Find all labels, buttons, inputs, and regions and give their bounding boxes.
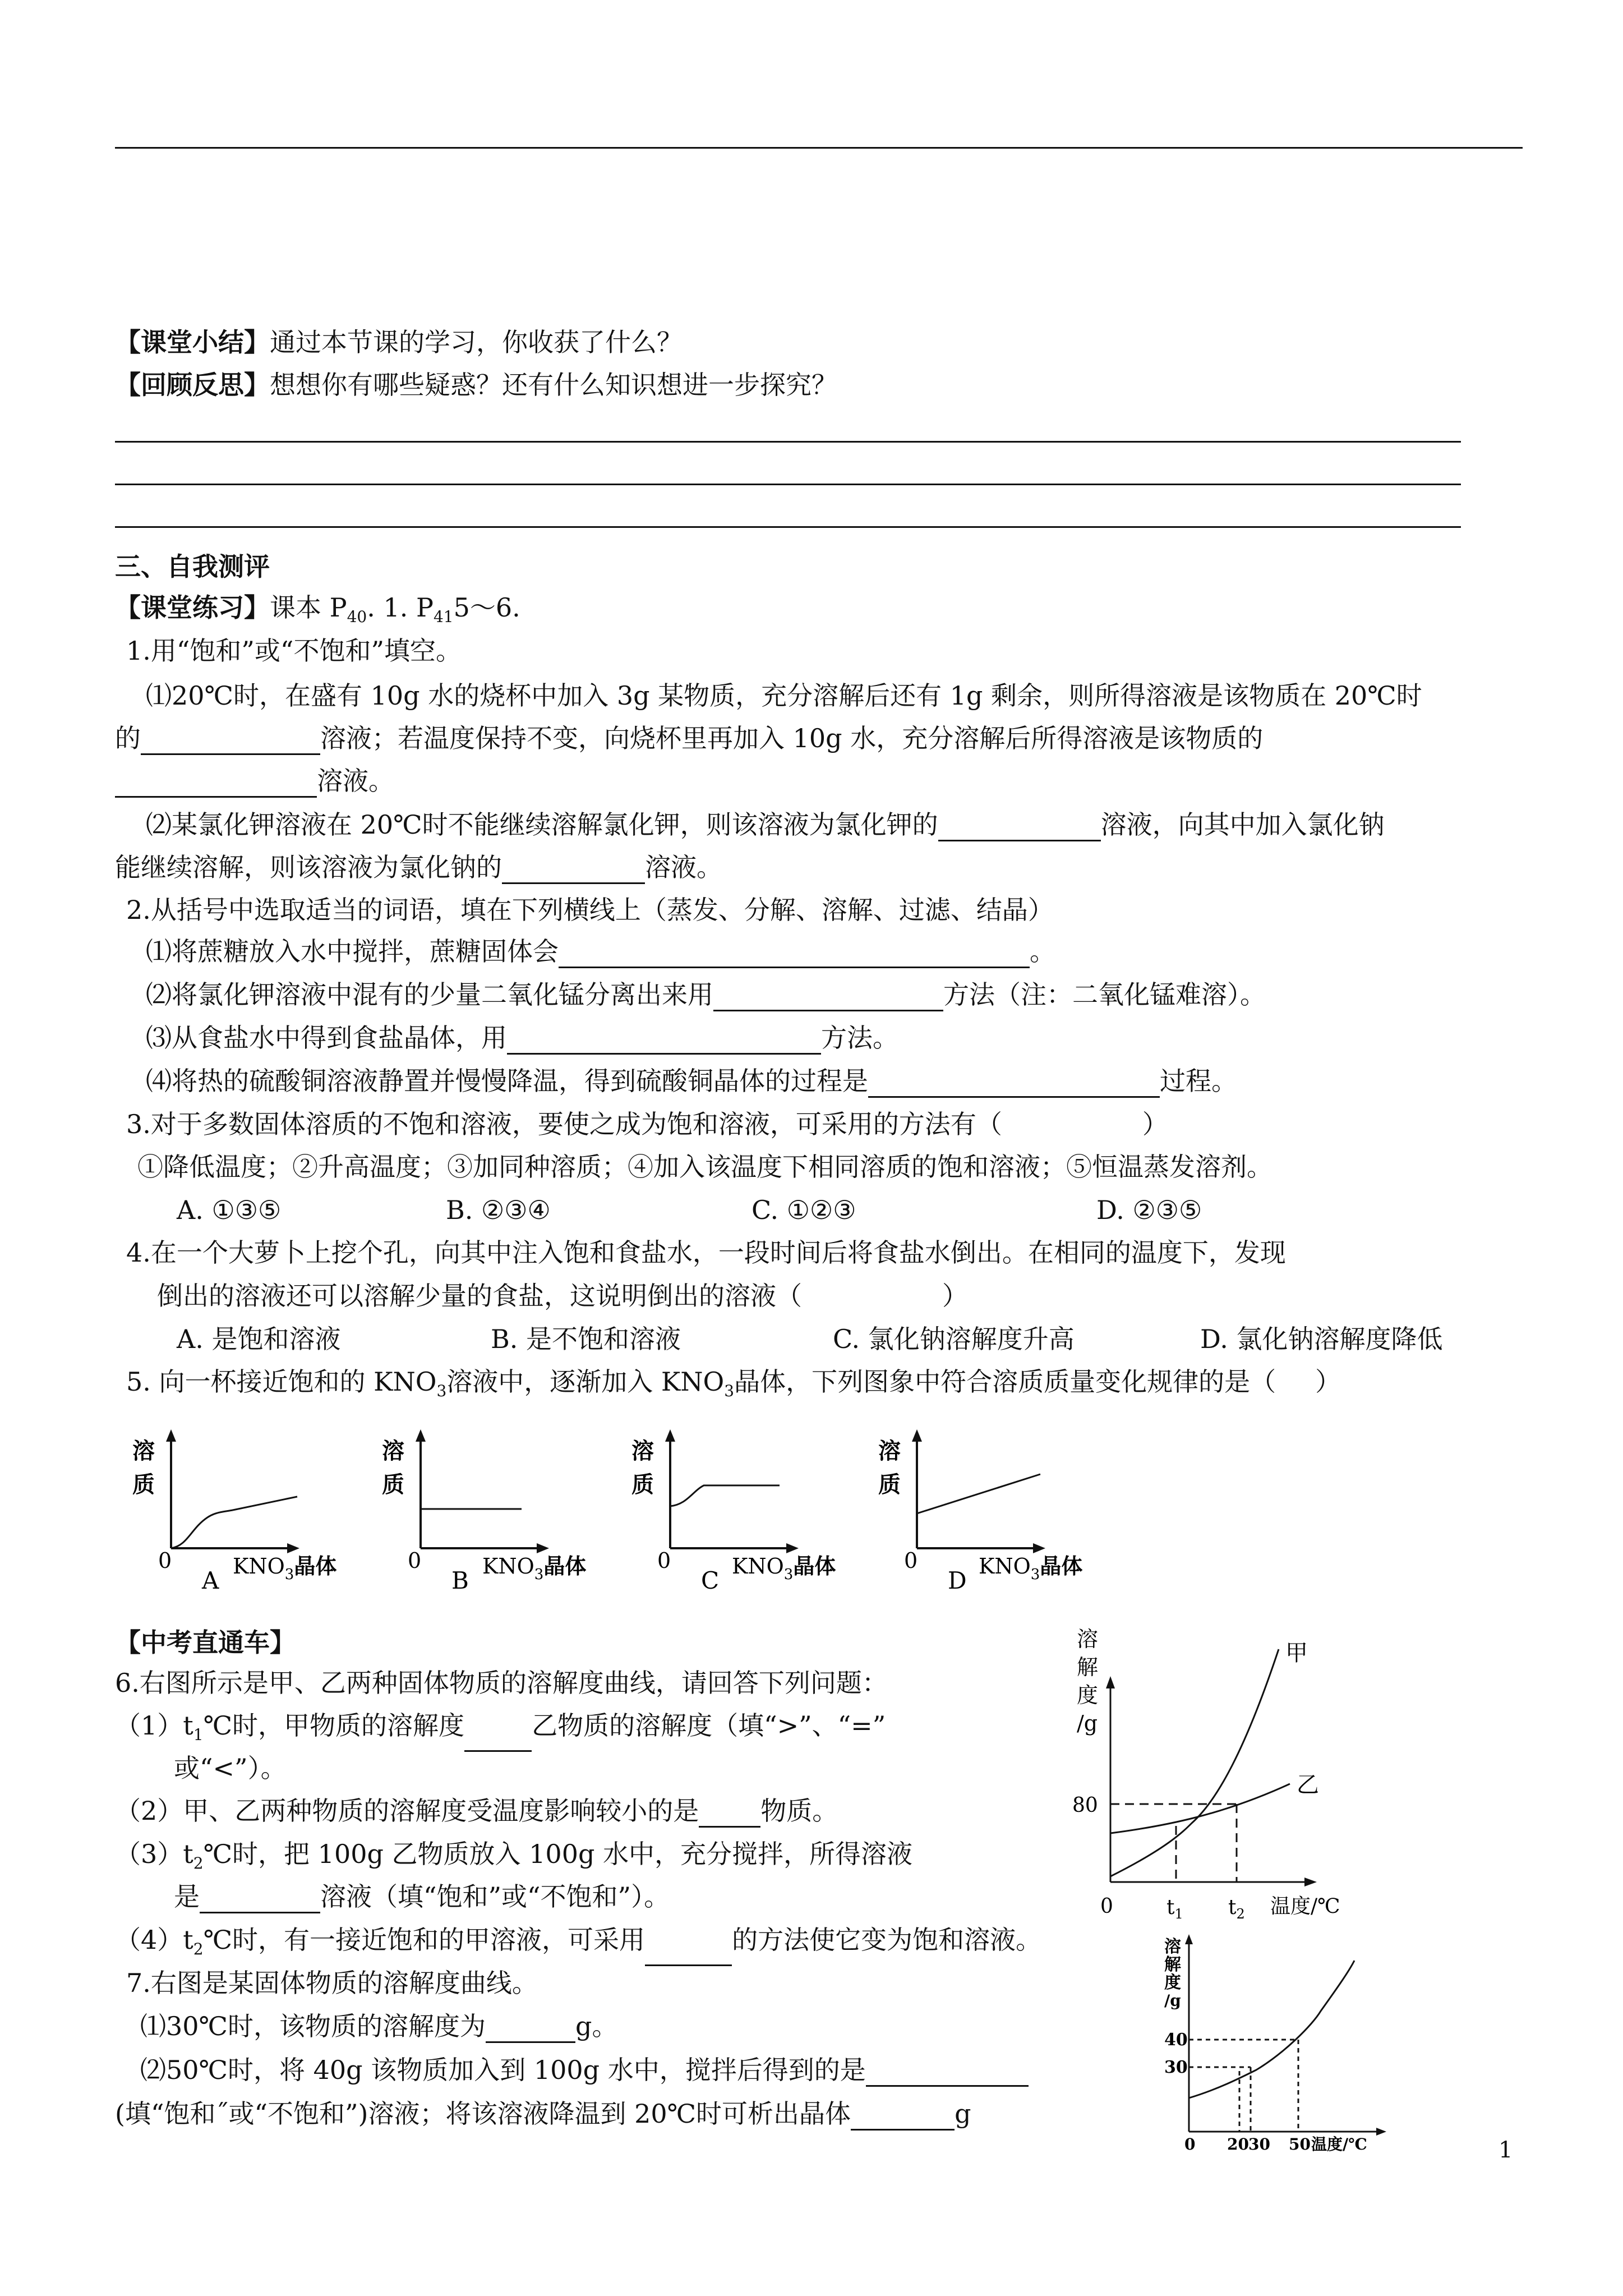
section-title: 三、自我测评	[115, 551, 270, 582]
summary-line	[115, 325, 683, 359]
q5-b-letter: B	[451, 1567, 469, 1594]
q5-c-letter: C	[701, 1567, 720, 1594]
q2-blank-4[interactable]	[868, 1070, 1160, 1098]
q6-p1-sub: 1	[193, 1726, 204, 1744]
practice-text-2: . 1. P	[367, 592, 434, 623]
q5-text-4: ）	[1315, 1366, 1341, 1397]
practice-text-1: 课本 P	[270, 592, 347, 623]
q6-graph-tick-80: 80	[1072, 1794, 1098, 1817]
q3-items: ①降低温度；②升高温度；③加同种溶质；④加入该温度下相同溶质的饱和溶液；⑤恒温蒸发溶剂。	[137, 1152, 1272, 1182]
q6-blank-1[interactable]	[464, 1724, 532, 1752]
q1-p1b-pre: 的	[115, 723, 141, 753]
q4-stem-1: 4.在一个大萝卜上挖个孔，向其中注入饱和食盐水，一段时间后将食盐水倒出。在相同的温度下，发现	[126, 1237, 1286, 1268]
q6-p3-c: 是	[174, 1881, 200, 1912]
q7-blank-3[interactable]	[851, 2103, 955, 2131]
q2-p4	[146, 1064, 1237, 1098]
q2-blank-2[interactable]	[713, 984, 943, 1011]
page-number: 1	[1498, 2137, 1513, 2163]
q6-p4-sub: 2	[193, 1940, 204, 1958]
q6-stem: 6.右图所示是甲、乙两种固体物质的溶解度曲线，请回答下列问题：	[115, 1668, 888, 1698]
q3-option-b[interactable]: B. ②③④	[446, 1195, 551, 1225]
q3-stem	[126, 1107, 1168, 1141]
q6-graph-label-yi: 乙	[1297, 1772, 1319, 1798]
q4-option-a[interactable]: A. 是饱和溶液	[177, 1324, 341, 1354]
q5-d-xlabel: $KNO_3$晶体	[979, 1553, 1083, 1583]
q2-blank-3[interactable]	[507, 1027, 821, 1055]
q5-d-letter: D	[948, 1567, 967, 1594]
q1-p2b	[115, 850, 722, 884]
q5-a-letter: A	[202, 1567, 219, 1594]
q5-d-origin: 0	[904, 1548, 918, 1573]
q7-p3-b: g	[955, 2099, 971, 2129]
q1-blank-4[interactable]	[502, 857, 645, 884]
q6-p1	[115, 1709, 886, 1752]
q7-graph-yarrow-icon	[1185, 1934, 1193, 1944]
q5-sub-1: 3	[436, 1382, 447, 1400]
q4-stem-2	[157, 1279, 968, 1313]
q7-graph-tick-30: 30	[1164, 2058, 1188, 2077]
q5-b-ylabel-1: 溶	[382, 1438, 404, 1464]
q3-stem-text: 3.对于多数固体溶质的不饱和溶液，要使之成为饱和溶液，可采用的方法有（	[126, 1109, 1002, 1139]
q5-a-origin: 0	[158, 1548, 172, 1573]
q7-graph-ylabel-3: 度	[1164, 1973, 1181, 1993]
q2-p2	[146, 978, 1266, 1011]
q5-a-ylabel-2: 质	[132, 1471, 155, 1498]
q7-blank-2[interactable]	[866, 2059, 1029, 2087]
q6-p1-c: 乙物质的溶解度（填“>”、“=”	[532, 1710, 886, 1741]
q6-blank-3[interactable]	[200, 1886, 320, 1913]
q2-p2-pre: ⑵将氯化钾溶液中混有的少量二氧化锰分离出来用	[146, 979, 713, 1010]
q5-text-3: 晶体，下列图象中符合溶质质量变化规律的是（	[734, 1366, 1276, 1397]
q7-graph-ylabel-1: 溶	[1164, 1937, 1181, 1957]
q2-p4-post: 过程。	[1160, 1066, 1237, 1096]
q7-graph-xarrow-icon	[1376, 2128, 1386, 2136]
q6-blank-2[interactable]	[699, 1800, 760, 1828]
q3-stem-end: ）	[1142, 1109, 1168, 1139]
q1-blank-3[interactable]	[938, 814, 1101, 841]
q7-p3-a: (填“饱和˝或“不饱和”)溶液；将该溶液降温到 20℃时可析出晶体	[115, 2099, 851, 2129]
q6-graph-curve-jia	[1110, 1649, 1279, 1876]
q6-p3-a: （3）t	[115, 1839, 193, 1869]
q6-p4-c: 的方法使它变为饱和溶液。	[732, 1925, 1042, 1955]
q7-p1-b: g。	[575, 2011, 618, 2041]
q4-stem-2-text: 倒出的溶液还可以溶解少量的食盐，这说明倒出的溶液（	[157, 1281, 802, 1311]
q6-p2	[115, 1794, 838, 1828]
q5-a-xlabel: $KNO_3$晶体	[233, 1553, 337, 1583]
practice-sub-2: 41	[433, 608, 454, 626]
q5-graphs	[112, 1425, 1133, 1599]
reflect-line	[115, 368, 837, 402]
q3-option-a[interactable]: A. ①③⑤	[177, 1195, 282, 1225]
q6-solubility-graph	[1054, 1621, 1380, 1924]
q7-p1	[140, 2009, 617, 2043]
q5-d-yarrow-icon	[912, 1429, 922, 1442]
q2-p3-post: 方法。	[821, 1023, 898, 1053]
q7-stem: 7.右图是某固体物质的溶解度曲线。	[126, 1968, 538, 1998]
q5-d-curve	[917, 1474, 1040, 1513]
q5-c-ylabel-1: 溶	[631, 1438, 654, 1464]
q5-b-xlabel: $KNO_3$晶体	[482, 1553, 587, 1583]
q7-graph-x-20: 20	[1227, 2135, 1249, 2154]
answer-rule-1	[115, 441, 1461, 443]
q6-graph-t1: $t_1$	[1166, 1896, 1183, 1922]
q5-b-origin: 0	[408, 1548, 422, 1573]
answer-rule-2	[115, 484, 1461, 485]
q6-graph-label-jia: 甲	[1285, 1640, 1308, 1666]
q6-p3-line2	[174, 1880, 670, 1913]
reflect-text: 想想你有哪些疑惑？还有什么知识想进一步探究？	[270, 370, 837, 400]
q5-c-xarrow-icon	[786, 1543, 799, 1553]
q1-p2a-pre: ⑵某氯化钾溶液在 20℃时不能继续溶解氯化钾，则该溶液为氯化钾的	[146, 809, 938, 840]
zhongkao-label: 【中考直通车】	[115, 1627, 296, 1658]
q6-p3	[115, 1837, 912, 1880]
q6-p3-b: ℃时，把 100g 乙物质放入 100g 水中，充分搅拌，所得溶液	[203, 1839, 913, 1869]
q2-p1-pre: ⑴将蔗糖放入水中搅拌，蔗糖固体会	[146, 936, 559, 967]
q6-graph-yarrow-icon	[1106, 1676, 1115, 1688]
q1-blank-2[interactable]	[115, 770, 317, 798]
q5-sub-2: 3	[724, 1382, 735, 1400]
q2-p3	[146, 1021, 898, 1055]
q3-option-d[interactable]: D. ②③⑤	[1096, 1195, 1202, 1225]
q2-p2-post: 方法（注：二氧化锰难溶）。	[943, 979, 1266, 1010]
q7-p3	[115, 2097, 971, 2131]
q2-p1-post: 。	[1030, 936, 1055, 967]
q6-graph-origin: 0	[1100, 1895, 1113, 1918]
summary-text: 通过本节课的学习，你收获了什么？	[270, 327, 683, 357]
q6-p4-a: （4）t	[115, 1925, 193, 1955]
q4-option-d[interactable]: D. 氯化钠溶解度降低	[1200, 1324, 1443, 1354]
q1-p1b-mid: 溶液；若温度保持不变，向烧杯里再加入 10g 水，充分溶解后所得溶液是该物质的	[320, 723, 1264, 753]
q1-p1c	[115, 764, 394, 798]
q1-p2a	[146, 808, 1385, 841]
q5-a-curve	[171, 1497, 297, 1548]
q1-stem: 1.用“饱和”或“不饱和”填空。	[126, 636, 462, 666]
q6-graph-xarrow-icon	[1304, 1878, 1317, 1887]
q7-graph-x-50: 50	[1289, 2135, 1311, 2154]
q2-p4-pre: ⑷将热的硫酸铜溶液静置并慢慢降温，得到硫酸铜晶体的过程是	[146, 1066, 868, 1096]
q1-p1a: ⑴20℃时，在盛有 10g 水的烧杯中加入 3g 某物质，充分溶解后还有 1g 剩余，则所得溶液是该物质在 20℃时	[146, 680, 1422, 711]
summary-label: 【课堂小结】	[115, 327, 270, 357]
q7-p2-a: ⑵50℃时，将 40g 该物质加入到 100g 水中，搅拌后得到的是	[140, 2055, 866, 2085]
q5-b-xarrow-icon	[537, 1543, 549, 1553]
q5-c-curve	[670, 1485, 780, 1506]
q5-stem	[126, 1365, 1341, 1408]
q6-p2-b: 物质。	[760, 1796, 838, 1826]
q6-graph-t2: $t_2$	[1228, 1896, 1245, 1922]
q2-blank-1[interactable]	[559, 941, 1030, 968]
q7-solubility-graph	[1133, 1930, 1424, 2165]
q6-graph-ylabel-2: 解	[1077, 1655, 1099, 1680]
q1-p2b-post: 溶液。	[645, 852, 722, 882]
practice-label: 【课堂练习】	[115, 592, 270, 623]
q5-graph-c[interactable]	[631, 1429, 836, 1594]
q5-d-ylabel-1: 溶	[878, 1438, 901, 1464]
q5-a-ylabel-1: 溶	[132, 1438, 155, 1464]
q5-d-xarrow-icon	[1033, 1543, 1045, 1553]
q2-stem: 2.从括号中选取适当的词语，填在下列横线上（蒸发、分解、溶解、过滤、结晶）	[126, 895, 1054, 925]
q5-a-yarrow-icon	[166, 1429, 176, 1442]
q1-blank-1[interactable]	[141, 728, 320, 755]
q7-graph-ylabel-4: /g	[1164, 1991, 1181, 2010]
q4-option-b[interactable]: B. 是不饱和溶液	[491, 1324, 681, 1354]
q5-graph-d[interactable]	[878, 1429, 1082, 1594]
reflect-label: 【回顾反思】	[115, 370, 270, 400]
q6-p1-b: ℃时，甲物质的溶解度	[203, 1710, 465, 1741]
q6-graph-ylabel-3: 度	[1077, 1683, 1099, 1708]
q6-p1-d: 或“<”）。	[174, 1753, 287, 1783]
q7-p1-a: ⑴30℃时，该物质的溶解度为	[140, 2011, 486, 2041]
q1-p1b	[115, 721, 1263, 755]
q6-p3-d: 溶液（填“饱和”或“不饱和”）。	[320, 1881, 670, 1912]
practice-text-3: 5～6.	[453, 592, 520, 623]
q5-c-yarrow-icon	[665, 1429, 675, 1442]
q6-graph-curve-yi	[1110, 1784, 1290, 1833]
q7-graph-x-0: 0	[1184, 2135, 1196, 2154]
q2-p1	[146, 935, 1055, 968]
practice-sub-1: 40	[347, 608, 367, 626]
practice-line	[115, 591, 520, 634]
q6-p2-a: （2）甲、乙两种物质的溶解度受温度影响较小的是	[115, 1796, 699, 1826]
q6-p1-a: （1）t	[115, 1710, 193, 1741]
q7-graph-xlabel: 温度/℃	[1311, 2135, 1367, 2154]
q6-p4-b: ℃时，有一接近饱和的甲溶液，可采用	[203, 1925, 645, 1955]
q7-graph-ylabel-2: 解	[1164, 1955, 1181, 1975]
header-rule	[115, 147, 1523, 149]
q6-p4	[115, 1923, 1041, 1966]
q3-option-c[interactable]: C. ①②③	[751, 1195, 856, 1225]
answer-rule-3	[115, 526, 1461, 528]
q7-blank-1[interactable]	[486, 2016, 575, 2043]
q7-p2	[140, 2053, 1029, 2087]
q7-graph-x-30: 30	[1248, 2135, 1270, 2154]
q7-graph-tick-40: 40	[1164, 2030, 1188, 2050]
q5-text-1: 5. 向一杯接近饱和的 KNO	[126, 1366, 437, 1397]
q6-graph-ylabel-1: 溶	[1077, 1627, 1099, 1651]
q5-graph-a[interactable]	[132, 1429, 336, 1594]
q2-p3-pre: ⑶从食盐水中得到食盐晶体，用	[146, 1023, 507, 1053]
q5-c-xlabel: $KNO_3$晶体	[732, 1553, 836, 1583]
q1-p2a-post: 溶液，向其中加入氯化钠	[1100, 809, 1385, 840]
q6-graph-ylabel-4: /g	[1077, 1711, 1098, 1736]
q5-b-ylabel-2: 质	[382, 1471, 404, 1498]
q4-stem-2-end: ）	[942, 1281, 968, 1311]
q5-b-yarrow-icon	[416, 1429, 426, 1442]
q5-graph-b[interactable]	[382, 1429, 586, 1594]
q6-p3-sub: 2	[193, 1854, 204, 1872]
q1-p1c-text: 溶液。	[317, 766, 394, 796]
q4-option-c[interactable]: C. 氯化钠溶解度升高	[833, 1324, 1075, 1354]
q6-graph-xlabel: 温度/℃	[1270, 1895, 1340, 1918]
q5-text-2: 溶液中，逐渐加入 KNO	[446, 1366, 725, 1397]
q5-c-origin: 0	[657, 1548, 671, 1573]
q5-d-ylabel-2: 质	[878, 1471, 901, 1498]
q5-c-ylabel-2: 质	[631, 1471, 654, 1498]
q6-blank-4[interactable]	[645, 1939, 732, 1966]
q1-p2b-pre: 能继续溶解，则该溶液为氯化钠的	[115, 852, 502, 882]
q5-a-xarrow-icon	[287, 1543, 299, 1553]
q7-graph-curve	[1189, 1961, 1354, 2098]
